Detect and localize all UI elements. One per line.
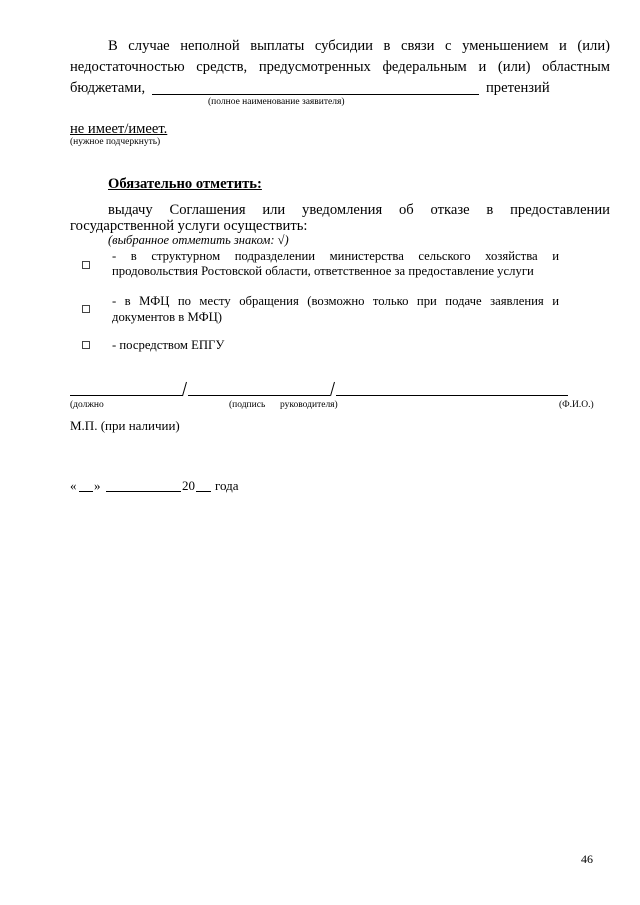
mandatory-heading: Обязательно отметить: [108, 176, 262, 192]
option-mfc-checkbox[interactable] [82, 305, 90, 313]
option-2-line-2: документов в МФЦ) [112, 310, 222, 324]
option-1-line-1: - в структурном подразделении министерства сельского хозяйства и [112, 249, 559, 263]
full-name-blank[interactable] [336, 395, 568, 396]
mandatory-line-1: выдачу Соглашения или уведомления об отказе в предоставлении [108, 202, 610, 218]
date-year-suffix: года [215, 478, 239, 493]
applicant-name-blank[interactable] [152, 94, 479, 95]
mandatory-line-2: государственной услуги осуществить: [70, 218, 308, 234]
date-month-blank[interactable] [106, 491, 181, 492]
option-1-line-2: продовольствия Ростовской области, ответственное за предоставление услуги [112, 264, 534, 278]
applicant-name-caption: (полное наименование заявителя) [208, 97, 345, 107]
full-name-caption: (Ф.И.О.) [559, 400, 594, 410]
signature-caption-2: руководителя) [280, 400, 338, 410]
stamp-note: М.П. (при наличии) [70, 418, 180, 433]
paragraph-line-3-suffix: претензий [486, 80, 550, 96]
claims-caption: (нужное подчеркнуть) [70, 137, 161, 147]
paragraph-line-2: недостаточностью средств, предусмотренных федеральным и (или) областным [70, 59, 610, 75]
date-day-blank[interactable] [79, 491, 93, 492]
option-epgu-checkbox[interactable] [82, 341, 90, 349]
signature-caption-1: (подпись [229, 400, 266, 410]
signature-separator-1 [182, 381, 187, 397]
signature-separator-2 [330, 381, 335, 397]
date-close-quote: » [94, 478, 101, 493]
paragraph-line-1: В случае неполной выплаты субсидии в связи с уменьшением и (или) [108, 38, 610, 54]
mandatory-hint: (выбранное отметить знаком: √) [108, 233, 289, 247]
date-open-quote: « [70, 478, 77, 493]
page-number: 46 [581, 852, 593, 866]
date-year-blank[interactable] [196, 491, 211, 492]
position-caption: (должно [70, 400, 104, 410]
option-2-line-1: - в МФЦ по месту обращения (возможно только при подаче заявления и [112, 294, 559, 308]
paragraph-line-3-prefix: бюджетами, [70, 80, 146, 96]
claims-choice[interactable]: не имеет/имеет. [70, 121, 168, 137]
option-structural-division-checkbox[interactable] [82, 261, 90, 269]
signature-blank[interactable] [188, 395, 330, 396]
option-3-line-1: - посредством ЕПГУ [112, 338, 225, 352]
position-blank[interactable] [70, 395, 183, 396]
date-year-prefix: 20 [182, 478, 195, 493]
